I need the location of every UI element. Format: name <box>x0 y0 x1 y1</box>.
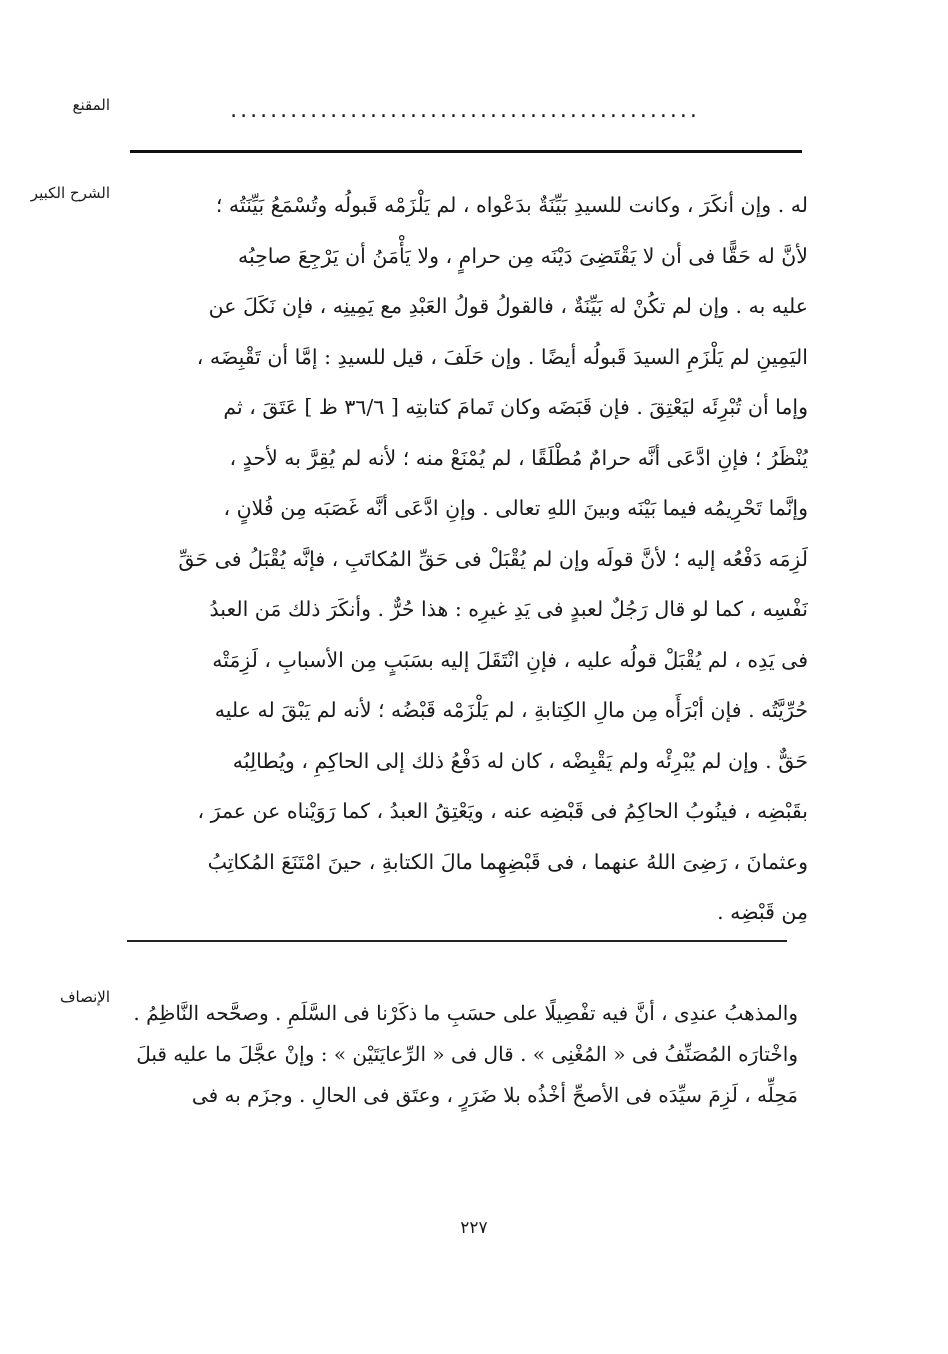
margin-label-muqni: المقنع <box>72 96 110 114</box>
sharh-line: لأنَّ له حَقًّا فى أن لا يَقْتَضِىَ دَيْنَه مِن حرامٍ ، ولا يَأْمَنُ أن يَرْجِعَ صاحِبُه <box>237 243 808 268</box>
sharh-line: لَزِمَه دَفْعُه إليه ؛ لأنَّ قولَه وإن لم يُقْبَلْ فى حَقِّ المُكاتَبِ ، فإنَّه يُقْبَلُ فى حَقِّ <box>178 546 808 571</box>
header-divider <box>130 150 802 153</box>
section-divider <box>127 940 787 942</box>
sharh-text-block <box>108 180 808 938</box>
insaf-text-block <box>108 993 798 1116</box>
sharh-line: وإما أن تُبْرِئَه ليَعْتِقَ . فإن قَبَضَه وكان تَمامَ كتابتِه [ ٣٦/٦ ظ ] عَتَقَ ، ثم <box>223 395 808 419</box>
sharh-line: فى يَدِه ، لم يُقْبَلْ قولُه عليه ، فإنِ انْتَقَلَ إليه بسَبَبٍ مِن الأسبابِ ، لَزِمَتْه <box>212 647 808 672</box>
sharh-line: وإنَّما تَحْرِيمُه فيما بَيْنَه وبينَ اللهِ تعالى . وإنِ ادَّعَى أنَّه غَصَبَه مِن فُلانٍ ، <box>223 496 808 520</box>
sharh-line: حُرِّيَّتُه . فإن أبْرَأَه مِن مالِ الكِتابةِ ، لم يَلْزَمْه قَبْضُه ؛ لأنه لم يَبْقَ له عليه <box>214 698 808 722</box>
margin-label-sharh: الشرح الكبير <box>30 184 110 202</box>
muqni-dotted-line: ............................................... <box>230 101 700 121</box>
page-number: ٢٢٧ <box>460 1218 488 1238</box>
sharh-line: اليَمِينِ لم يَلْزَمِ السيدَ قَبولُه أيضًا . وإن حَلَفَ ، قيل للسيدِ : إمَّا أن تَقْبِضَه ، <box>196 344 808 369</box>
margin-label-insaf: الإنصاف <box>59 988 110 1006</box>
sharh-line: حَقٌّ . وإن لم يُبْرِئْه ولم يَقْبِضْه ، كان له دَفْعُ ذلك إلى الحاكِمِ ، ويُطالِبُه <box>232 748 808 773</box>
insaf-line: مَحِلِّه ، لَزِمَ سيِّدَه فى الأصحِّ أخْذُه بلا ضَرَرٍ ، وعتَق فى الحالِ . وجزَم به فى <box>191 1083 798 1107</box>
sharh-line: يُنْظَرُ ؛ فإنِ ادَّعَى أنَّه حرامٌ مُطْلَقًا ، لم يُمْنَعْ منه ؛ لأنه لم يُقِرَّ به لأحدٍ ، <box>229 445 808 470</box>
sharh-line: بقَبْضِه ، فينُوبُ الحاكِمُ فى قَبْضِه عنه ، ويَعْتِقُ العبدُ ، كما رَوَيْناه عن عمرَ ، <box>197 799 808 823</box>
sharh-line: وعثمانَ ، رَضِىَ اللهُ عنهما ، فى قَبْضِهِما مالَ الكتابةِ ، حينَ امْتَنَعَ المُكاتِبُ <box>207 849 808 874</box>
sharh-line: نَفْسِه ، كما لو قال رَجُلٌ لعبدٍ فى يَدِ غيرِه : هذا حُرٌّ . وأنكَرَ ذلك مَن العبدُ <box>209 597 808 621</box>
sharh-line: مِن قَبْضِه . <box>717 900 808 924</box>
insaf-line: واخْتارَه المُصَنِّفُ فى « المُغْنِى » . قال فى « الرِّعايَتَيْن » : وإنْ عجَّلَ ما عليه قبلَ <box>136 1042 798 1066</box>
sharh-line: عليه به . وإن لم تكُنْ له بَيِّنَةٌ ، فالقولُ قولُ العَبْدِ مع يَمِينِه ، فإن نَكَلَ عن <box>208 294 808 318</box>
sharh-line: له . وإن أنكَرَ ، وكانت للسيدِ بَيِّنَةٌ بدَعْواه ، لم يَلْزَمْه قَبولُه وتُسْمَعُ بَيِّنَتُه ؛ <box>215 193 808 217</box>
insaf-line: والمذهبُ عندِى ، أنَّ فيه تفْصِيلًا على حسَبِ ما ذكَرْنا فى السَّلَمِ . وصحَّحه النَّاظِمُ . <box>133 1001 798 1025</box>
